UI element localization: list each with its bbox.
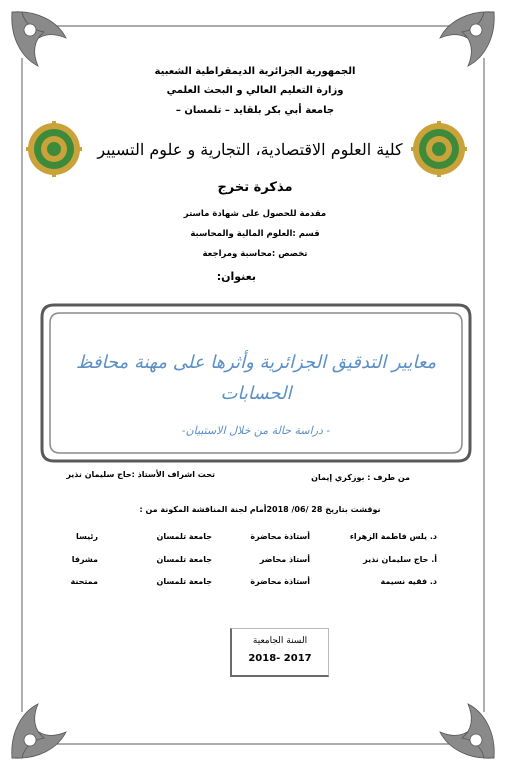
academic-year-value: 2018- 2017 <box>248 653 312 664</box>
university-line: جامعة أبي بكر بلقايد – تلمسان – <box>175 105 335 116</box>
university-logo-right <box>410 120 468 178</box>
under-title-label: بعنوان: <box>216 270 256 283</box>
corner-ornament-bl <box>12 704 66 758</box>
supervisor-name: تحت اشراف الأستاذ :حاج سليمان نذير <box>66 470 215 479</box>
student-name: من طرف : بوزكري إيمان <box>311 473 410 482</box>
jury-role: رئيسا <box>75 532 98 541</box>
jury-name: د. يلس فاطمة الزهراء <box>349 532 437 541</box>
memo-title: مذكرة تخرج <box>217 180 293 195</box>
specialty: تخصص :محاسبة ومراجعة <box>202 249 308 259</box>
corner-ornament-tr <box>440 12 494 66</box>
jury-rank: أستاذة محاضرة <box>250 577 310 586</box>
academic-year-label: السنة الجامعية <box>252 636 308 646</box>
jury-university: جامعة تلمسان <box>156 577 212 586</box>
jury-name: أ. حاج سليمان نذير <box>363 555 437 564</box>
department: قسم :العلوم المالية والمحاسبة <box>190 229 320 239</box>
jury-university: جامعة تلمسان <box>156 555 212 564</box>
case-study-line: - دراسة حالة من خلال الاستبيان- <box>181 424 331 437</box>
memo-subtitle: مقدمة للحصول على شهادة ماستر <box>183 209 327 219</box>
republic-line: الجمهورية الجزائرية الديمقراطية الشعبية <box>154 66 356 77</box>
jury-university: جامعة تلمسان <box>156 532 212 541</box>
jury-name: د. فقيه نسيمة <box>380 577 437 586</box>
jury-rank: أستاذة محاضرة <box>250 532 310 541</box>
jury-rank: أستاذ محاضر <box>259 555 310 564</box>
jury-role: مشرفا <box>71 555 98 564</box>
thesis-title-line2: الحسابات <box>220 383 292 404</box>
thesis-title-line1: معايير التدقيق الجزائرية وأثرها على مهنة محافظ <box>75 352 437 373</box>
jury-role: ممتحنة <box>70 577 98 586</box>
corner-ornament-br <box>440 704 494 758</box>
university-logo-left <box>25 120 83 178</box>
academic-year-box <box>230 628 329 677</box>
corner-ornament-tl <box>12 12 66 66</box>
defense-date: نوقشت بتاريخ 28 /06/ 2018أمام لجنة المناقشة المكونة من : <box>139 505 381 514</box>
faculty-name: كلية العلوم الاقتصادية، التجارية و علوم التسيير <box>97 140 403 159</box>
ministry-line: وزارة التعليم العالي و البحث العلمي <box>166 85 344 96</box>
